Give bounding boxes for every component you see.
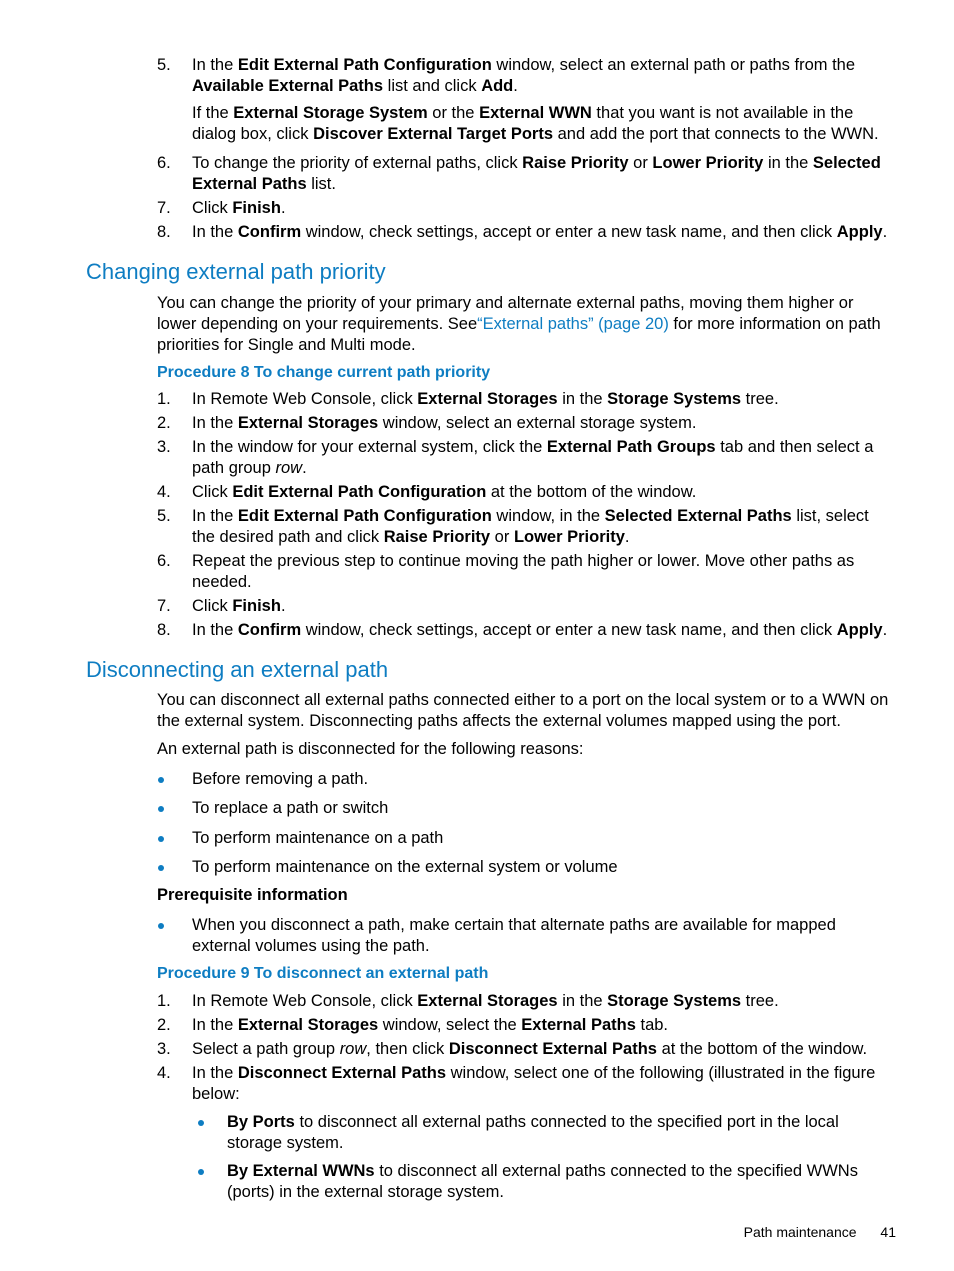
step-text: In the Edit External Path Configuration window, select an external path or paths from the Available External Paths list and click Add. [192,56,856,95]
bold-term: Selected External Paths [604,507,792,525]
bold-term: Discover External Target Ports [313,125,554,143]
step-text: To change the priority of external paths, click Raise Priority or Lower Priority in the Selected External Paths list. [192,154,881,193]
step-number: 3. [157,438,171,456]
bold-term: Raise Priority [522,154,629,172]
step-number: 4. [157,483,171,501]
step-text: In the window for your external system, click the External Path Groups tab and then select a path group row. [192,438,874,477]
proc8-step-1 [157,389,896,410]
bullet-text: Before removing a path. [192,770,369,788]
proc8-step-3 [157,437,896,479]
proc8-step-6 [157,551,896,593]
bullet-text: To perform maintenance on the external system or volume [192,858,618,876]
step-number: 2. [157,1016,171,1034]
bold-term: Add [481,77,514,95]
step-text: Select a path group row, then click Disconnect External Paths at the bottom of the window. [192,1040,868,1058]
step-text: Click Edit External Path Configuration at the bottom of the window. [192,483,697,501]
bullet-text: To replace a path or switch [192,799,389,817]
step-number: 3. [157,1040,171,1058]
bold-term: Lower Priority [513,528,625,546]
proc8-step-5 [157,506,896,548]
step-text: In the External Storages window, select the External Paths tab. [192,1016,669,1034]
bold-term: By Ports [227,1113,295,1131]
bold-term: Disconnect External Paths [237,1064,447,1082]
bullet-icon [158,923,164,929]
step-text: In Remote Web Console, click External Storages in the Storage Systems tree. [192,390,779,408]
section-heading-priority: Changing external path priority [86,259,386,284]
step-number: 5. [157,56,171,74]
bold-term: Available External Paths [192,77,384,95]
step-number: 7. [157,597,171,615]
bold-term: Storage Systems [607,992,742,1010]
bold-term: Storage Systems [607,390,742,408]
step-number: 6. [157,154,171,172]
bold-term: Raise Priority [383,528,491,546]
bold-term: Confirm [237,621,302,639]
bold-term: External Storages [417,992,558,1010]
option-bullet-by-wwns [192,1161,896,1203]
proc9-step-4 [157,1063,896,1105]
proc8-step-4 [157,482,896,503]
prerequisite-title: Prerequisite information [157,886,348,904]
section-intro-priority: You can change the priority of your primary and alternate external paths, moving them higher or lower depending on your requirements. See“External paths” (page 20) for more information on path priorities for Single and Multi mode. [157,294,881,354]
bold-term: External Storages [237,1016,379,1034]
bold-term: Finish [232,199,281,217]
step-text: Click Finish. [192,597,286,615]
section-intro-disconnect: You can disconnect all external paths connected either to a port on the local system or to a WWN on the external system. Disconnecting paths affects the external volumes mapped using the port. [157,691,889,730]
page-footer [744,1223,896,1241]
step-text: In the Disconnect External Paths window, select one of the following (illustrated in the figure below: [192,1064,876,1103]
bold-term: External Paths [521,1016,636,1034]
step-number: 8. [157,223,171,241]
bold-term: External Storages [237,414,379,432]
bold-term: Edit External Path Configuration [237,507,492,525]
bold-term: Selected External Paths [192,154,881,193]
step-number: 1. [157,992,171,1010]
step-number: 8. [157,621,171,639]
option-bullet-by-ports [192,1112,896,1154]
top-step-5 [157,55,896,97]
reason-bullet [157,798,896,819]
top-step-6 [157,153,896,195]
procedure-title-9: Procedure 9 To disconnect an external path [157,965,489,982]
bullet-text: By Ports to disconnect all external paths connected to the specified port in the local storage system. [227,1113,839,1152]
italic-term: row [339,1040,367,1058]
bold-term: Edit External Path Configuration [232,483,487,501]
step-number: 4. [157,1064,171,1082]
step-number: 6. [157,552,171,570]
procedure-title-8: Procedure 8 To change current path priority [157,364,491,381]
step-text: In Remote Web Console, click External Storages in the Storage Systems tree. [192,992,779,1010]
bullet-text: To perform maintenance on a path [192,829,444,847]
page-number: 41 [880,1224,896,1240]
bullet-text: By External WWNs to disconnect all external paths connected to the specified WWNs (ports) in the external storage system. [227,1162,858,1201]
proc9-step-2 [157,1015,896,1036]
reasons-lead: An external path is disconnected for the following reasons: [157,740,584,758]
bold-term: Edit External Path Configuration [237,56,492,74]
step-text: In the Confirm window, check settings, accept or enter a new task name, and then click Apply. [192,223,888,241]
bullet-icon [198,1169,204,1175]
step-text: In the Edit External Path Configuration window, in the Selected External Paths list, select the desired path and click Raise Priority or Lower Priority. [192,507,869,546]
footer-section-title: Path maintenance [743,1224,857,1240]
step-text: Click Finish. [192,199,286,217]
step-text: In the External Storages window, select an external storage system. [192,414,697,432]
step-text: In the Confirm window, check settings, accept or enter a new task name, and then click Apply. [192,621,888,639]
top-step-7 [157,198,896,219]
bold-term: By External WWNs [227,1162,375,1180]
section-heading-disconnect: Disconnecting an external path [86,657,389,682]
italic-term: row [275,459,303,477]
bold-term: External Path Groups [546,438,716,456]
bold-term: External Storage System [233,104,428,122]
step-number: 1. [157,390,171,408]
bullet-icon [158,836,164,842]
bold-term: External Storages [417,390,558,408]
proc8-step-8 [157,620,896,641]
bullet-icon [198,1120,204,1126]
bullet-icon [158,865,164,871]
bold-term: Lower Priority [652,154,764,172]
proc9-step-1 [157,991,896,1012]
bullet-text: When you disconnect a path, make certain that alternate paths are available for mapped external volumes using the path. [192,916,836,955]
bullet-icon [158,806,164,812]
prerequisite-bullet [157,915,896,957]
reason-bullet [157,769,896,790]
proc8-step-2 [157,413,896,434]
bullet-icon [158,777,164,783]
step-number: 2. [157,414,171,432]
bold-term: External WWN [479,104,592,122]
proc9-step-3 [157,1039,896,1060]
bold-term: Apply [836,621,883,639]
step-5-note: If the External Storage System or the External WWN that you want is not available in the dialog box, click Discover External Target Ports and add the port that connects to the WWN. [192,104,879,143]
step-number: 5. [157,507,171,525]
bold-term: Finish [232,597,281,615]
proc8-step-7 [157,596,896,617]
reason-bullet [157,828,896,849]
bold-term: Disconnect External Paths [448,1040,657,1058]
bold-term: Apply [836,223,883,241]
cross-reference-link[interactable]: “External paths” (page 20) [477,315,669,333]
bold-term: Confirm [237,223,302,241]
step-number: 7. [157,199,171,217]
top-step-8 [157,222,896,243]
step-text: Repeat the previous step to continue moving the path higher or lower. Move other paths as needed. [192,552,855,591]
reason-bullet [157,857,896,878]
